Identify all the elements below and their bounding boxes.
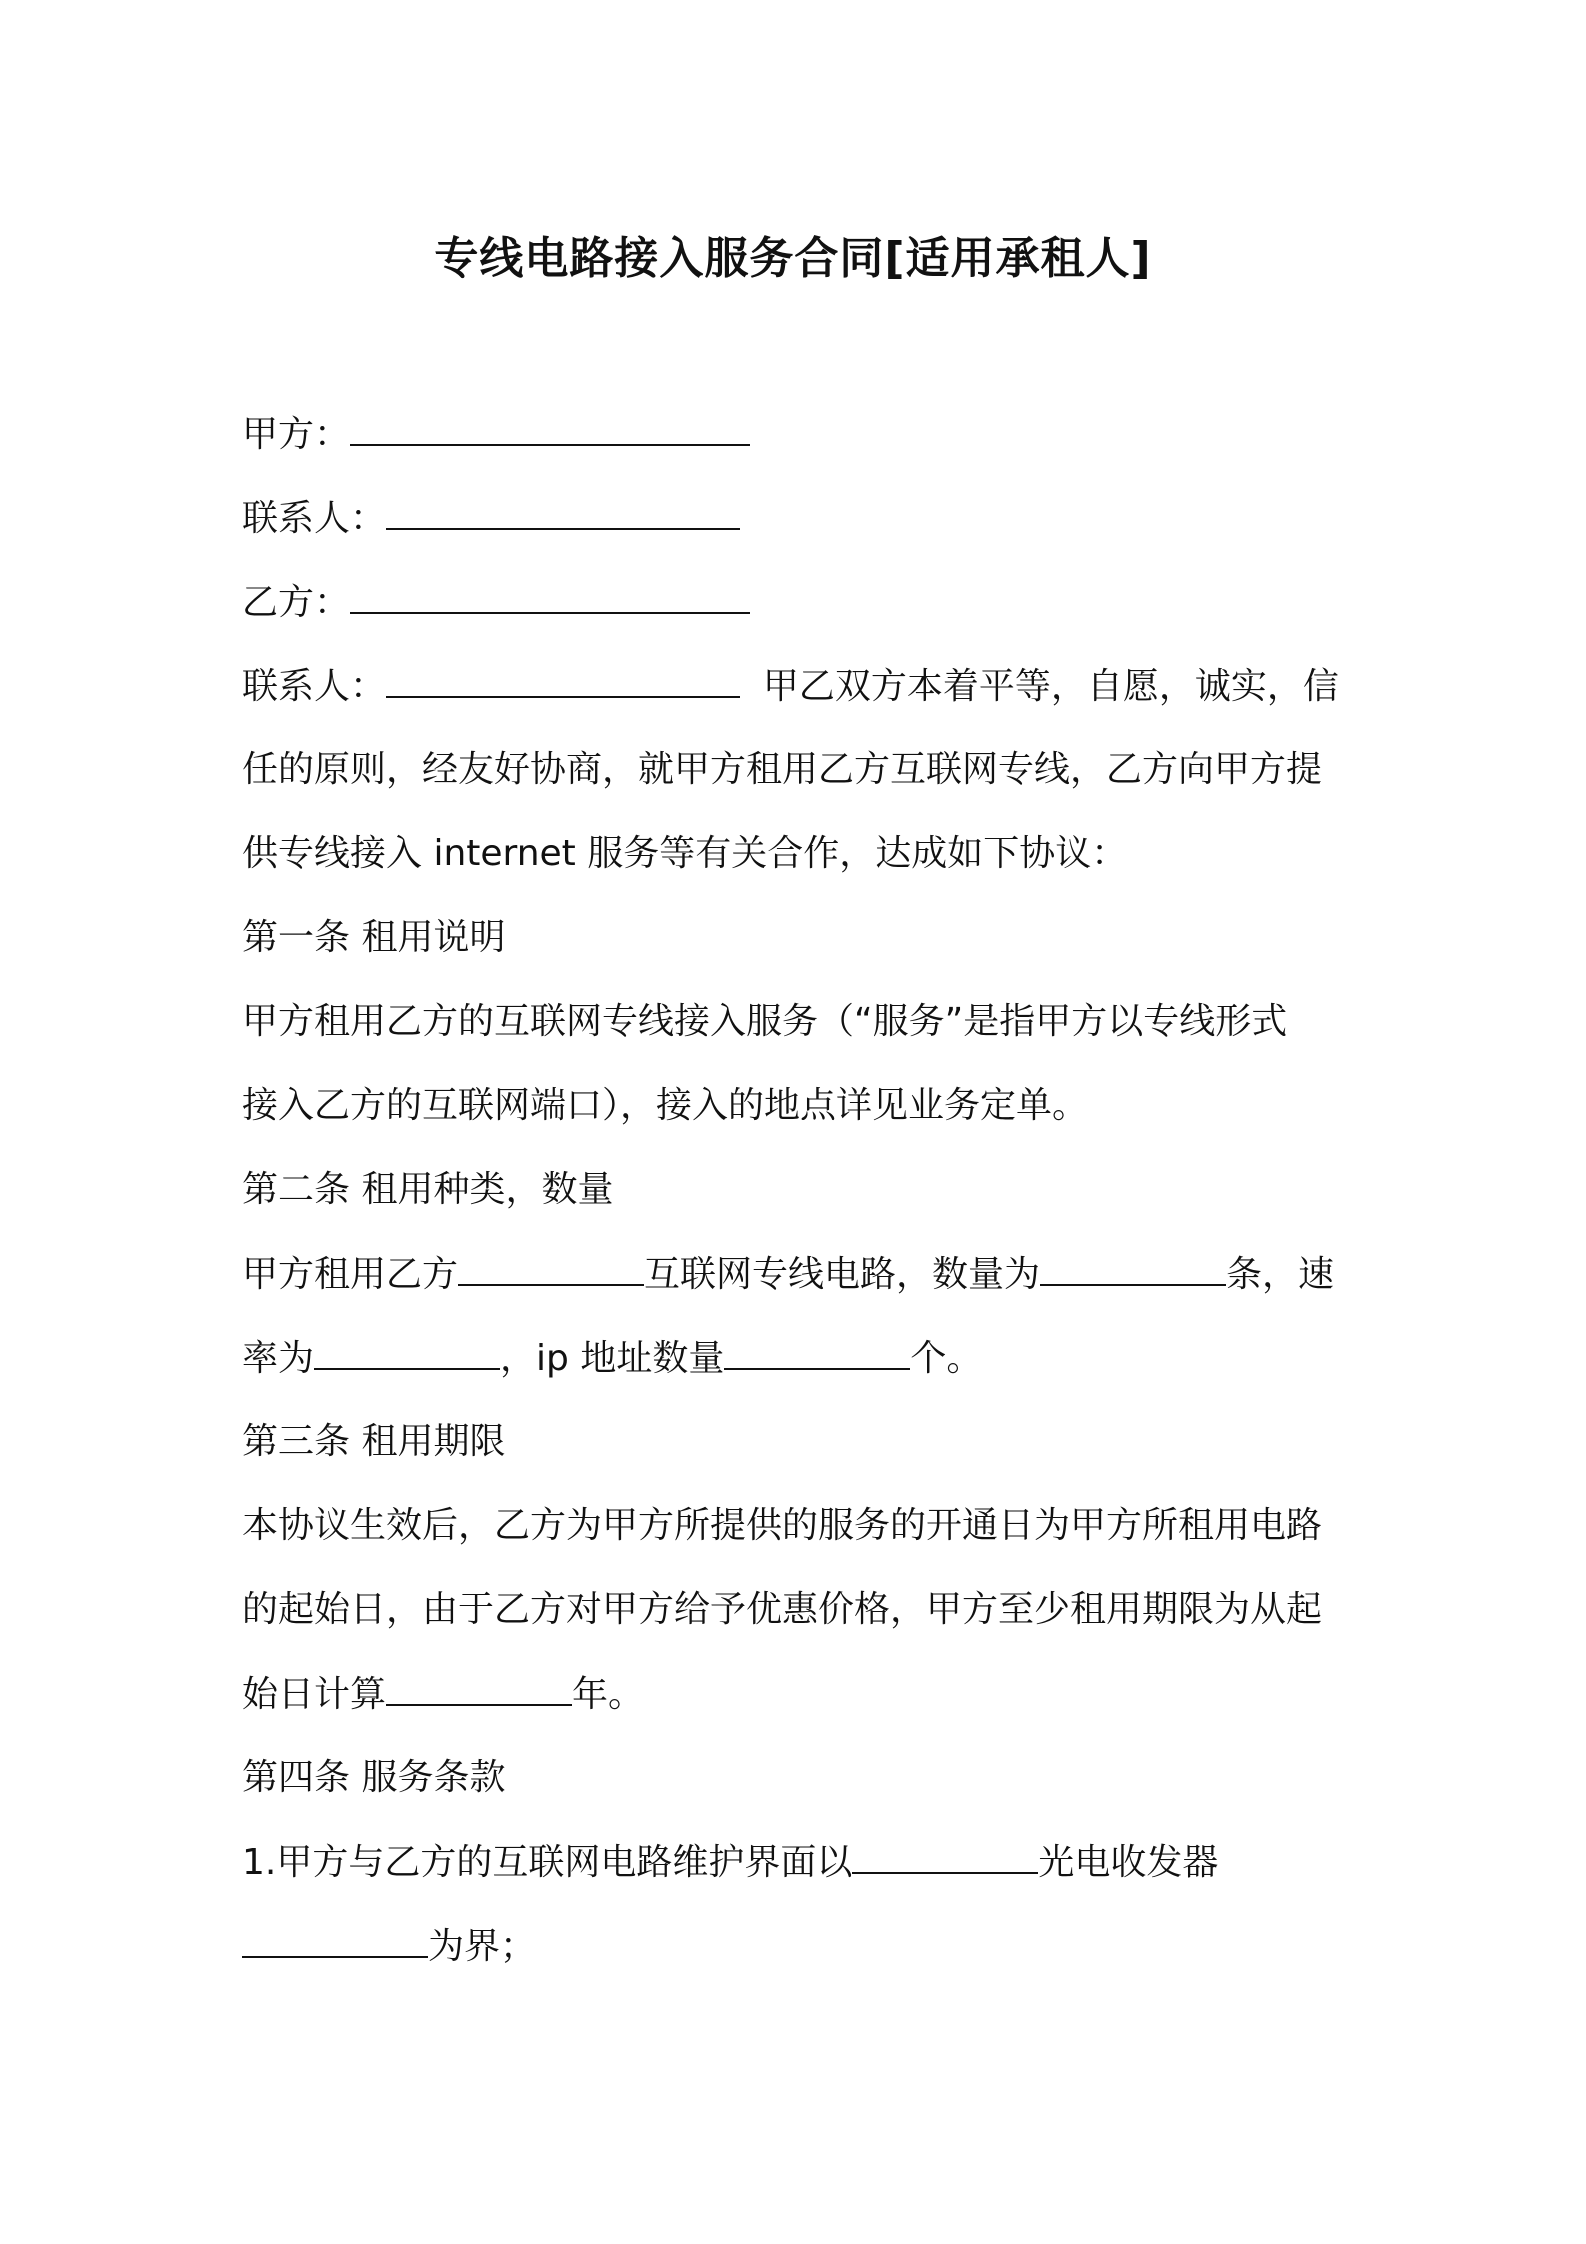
contact-1-blank <box>386 496 740 530</box>
boundary-blank-1 <box>852 1840 1038 1874</box>
article-4-text-a: 1.甲方与乙方的互联网电路维护界面以 <box>242 1842 853 1883</box>
article-4-text-b: 光电收发器 <box>1038 1842 1219 1883</box>
intro-line-2: 任的原则，经友好协商，就甲方租用乙方互联网专线，乙方向甲方提 <box>242 749 1323 790</box>
article-2-heading: 第二条 租用种类，数量 <box>242 1169 614 1210</box>
article-2-text-b: 互联网专线电路，数量为 <box>644 1254 1041 1295</box>
ip-count-blank <box>724 1336 910 1370</box>
article-2-text-f: 个。 <box>910 1338 983 1379</box>
contact-1-line <box>242 496 740 541</box>
contact-1-label: 联系人： <box>242 498 387 539</box>
speed-blank <box>314 1336 500 1370</box>
article-4-text-c: 为界； <box>428 1926 537 1967</box>
article-2-text-a: 甲方租用乙方 <box>242 1254 459 1295</box>
party-a-blank <box>350 412 750 446</box>
circuit-count-blank <box>1040 1252 1226 1286</box>
article-2-text-d: 率为 <box>242 1338 315 1379</box>
article-3-heading: 第三条 租用期限 <box>242 1421 506 1462</box>
article-2-line-1 <box>242 1252 1334 1297</box>
party-b-line <box>242 580 750 625</box>
article-1-line-1: 甲方租用乙方的互联网专线接入服务（“服务”是指甲方以专线形式 <box>242 1001 1288 1042</box>
party-b-blank <box>350 580 750 614</box>
party-a-line <box>242 412 750 457</box>
document-title: 专线电路接入服务合同[适用承租人] <box>434 233 1152 284</box>
article-3-text-a: 始日计算 <box>242 1674 387 1715</box>
article-4-item-1 <box>242 1840 1218 1885</box>
article-1-line-2: 接入乙方的互联网端口），接入的地点详见业务定单。 <box>242 1085 1089 1126</box>
party-a-label: 甲方： <box>242 414 351 455</box>
article-3-line-3 <box>242 1672 644 1717</box>
article-4-heading: 第四条 服务条款 <box>242 1757 506 1798</box>
intro-line-3: 供专线接入 internet 服务等有关合作，达成如下协议： <box>242 833 1128 874</box>
contact-2-blank <box>386 664 740 698</box>
term-years-blank <box>386 1672 572 1706</box>
article-3-line-1: 本协议生效后，乙方为甲方所提供的服务的开通日为甲方所租用电路 <box>242 1505 1323 1546</box>
article-3-line-2: 的起始日，由于乙方对甲方给予优惠价格，甲方至少租用期限为从起 <box>242 1589 1323 1630</box>
article-3-text-b: 年。 <box>572 1674 645 1715</box>
article-2-text-e: ，ip 地址数量 <box>500 1338 725 1379</box>
party-b-label: 乙方： <box>242 582 351 623</box>
article-2-text-c: 条，速 <box>1226 1254 1335 1295</box>
article-4-item-1-line-2 <box>242 1924 536 1969</box>
contact-2-line <box>242 664 1339 709</box>
circuit-type-blank <box>458 1252 644 1286</box>
intro-line-1: 甲乙双方本着平等，自愿，诚实，信 <box>762 666 1339 707</box>
contact-2-label: 联系人： <box>242 666 387 707</box>
article-1-heading: 第一条 租用说明 <box>242 917 506 958</box>
article-2-line-2 <box>242 1336 982 1381</box>
boundary-blank-2 <box>242 1924 428 1958</box>
